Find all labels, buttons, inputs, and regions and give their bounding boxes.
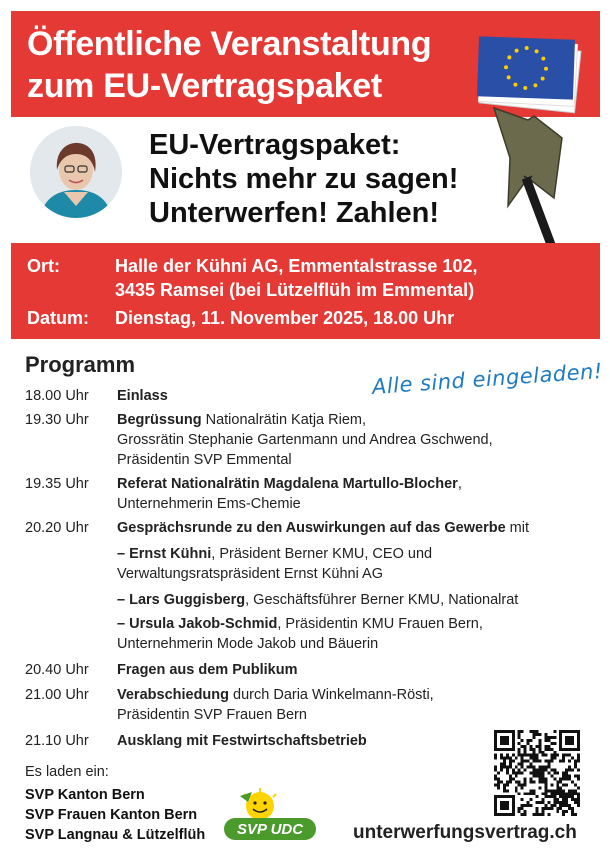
program-detail: ,: [457, 476, 462, 492]
program-title: Einlass: [117, 388, 168, 404]
hosts-label: Es laden ein:: [25, 764, 109, 780]
program-detail-line-3: Präsidentin SVP Emmental: [117, 452, 292, 468]
program-title: Fragen aus dem Publikum: [117, 662, 298, 678]
place-line-1: Halle der Kühni AG, Emmentalstrasse 102,: [115, 256, 478, 276]
program-detail: durch Daria Winkelmann-Rösti,: [229, 687, 434, 703]
invite-note: Alle sind eingeladen!: [371, 358, 604, 399]
panel-member: [117, 614, 587, 654]
qr-code[interactable]: [494, 730, 580, 816]
host-item: SVP Langnau & Lützelflüh: [25, 827, 206, 843]
title-line-1: Öffentliche Veranstaltung: [27, 25, 432, 63]
headline: [149, 128, 458, 230]
speaker-portrait-photo: [30, 126, 122, 218]
website-link[interactable]: unterwerfungsvertrag.ch: [353, 822, 577, 843]
panel-member-name: – Ernst Kühni: [117, 546, 212, 562]
program-time: 20.40 Uhr: [25, 662, 89, 678]
panel-member-name: – Lars Guggisberg: [117, 592, 246, 608]
program-title: Verabschiedung: [117, 687, 230, 703]
panel-member: [117, 590, 587, 610]
panel-member-name: – Ursula Jakob-Schmid: [117, 616, 278, 632]
program-title: Ausklang mit Festwirtschaftsbetrieb: [117, 733, 367, 749]
program-time: 21.00 Uhr: [25, 687, 89, 703]
panel-member-role-line-2: Verwaltungsratspräsident Ernst Kühni AG: [117, 566, 383, 582]
place-line-2: 3435 Ramsei (bei Lützelflüh im Emmental): [115, 280, 475, 300]
program-title: Gesprächsrunde zu den Auswirkungen auf das Gewerbe: [117, 520, 506, 536]
date-label: Datum:: [27, 308, 89, 328]
panel-member-role-line-2: Unternehmerin Mode Jakob und Bäuerin: [117, 636, 379, 652]
svp-udc-logo: [222, 788, 318, 844]
program-detail-line-2: Präsidentin SVP Frauen Bern: [117, 707, 307, 723]
program-time: 19.30 Uhr: [25, 412, 89, 428]
headline-line-1: EU-Vertragspaket:: [149, 129, 401, 161]
program-time: 20.20 Uhr: [25, 520, 89, 536]
program-title: Referat Nationalrätin Magdalena Martullo-Blocher: [117, 476, 458, 492]
headline-line-2: Nichts mehr zu sagen!: [149, 163, 459, 195]
place-label: Ort:: [27, 256, 60, 276]
program-time: 21.10 Uhr: [25, 733, 89, 749]
panel-member-role: , Präsident Berner KMU, CEO und: [211, 546, 433, 562]
event-info-banner: [11, 243, 600, 339]
panel-member-role: , Präsidentin KMU Frauen Bern,: [277, 616, 483, 632]
program-title: Begrüssung: [117, 412, 202, 428]
program-heading: Programm: [25, 352, 136, 377]
date-value: Dienstag, 11. November 2025, 18.00 Uhr: [115, 308, 455, 328]
program-time: 18.00 Uhr: [25, 388, 89, 404]
title-line-2: zum EU-Vertragspaket: [27, 67, 382, 105]
host-item: SVP Kanton Bern: [25, 787, 145, 803]
halberd-eu-flag-illustration: [466, 28, 598, 258]
program-detail-line-2: Grossrätin Stephanie Gartenmann und Andrea Gschwend,: [117, 432, 493, 448]
logo-text: SVP UDC: [236, 821, 304, 838]
program-detail-line-2: Unternehmerin Ems-Chemie: [117, 496, 301, 512]
host-item: SVP Frauen Kanton Bern: [25, 807, 198, 823]
program-time: 19.35 Uhr: [25, 476, 89, 492]
program-detail: mit: [505, 520, 529, 536]
panel-member-role: , Geschäftsführer Berner KMU, Nationalrat: [245, 592, 519, 608]
program-detail: Nationalrätin Katja Riem,: [201, 412, 367, 428]
panel-member: [117, 544, 587, 584]
headline-line-3: Unterwerfen! Zahlen!: [149, 197, 440, 229]
